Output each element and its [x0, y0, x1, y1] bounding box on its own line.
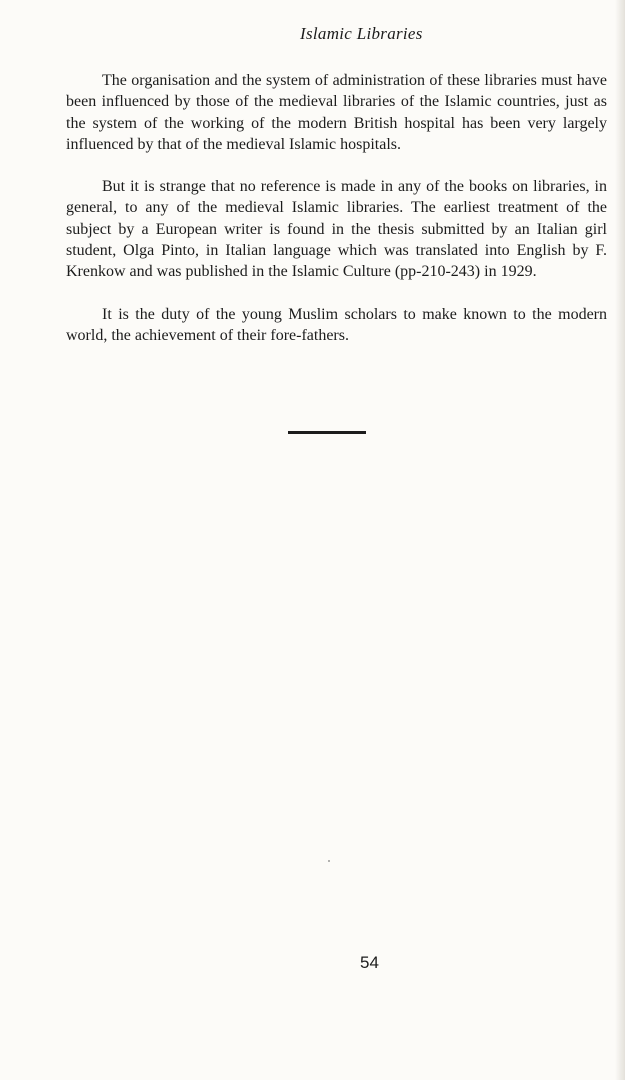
paper-speck	[328, 860, 330, 862]
page-number: 54	[360, 953, 379, 972]
running-header: Islamic Libraries	[300, 24, 423, 43]
paragraph-2: But it is strange that no reference is made in any of the books on libraries, in general, to any of the medieval Islamic libraries. The earliest treatment of the subject by a European writer is found in the thesis submitted by an Italian girl student, Olga Pinto, in Italian language which was translated into English by F. Krenkow and was published in the Islamic Culture (pp-210-243) in 1929.	[66, 178, 607, 281]
paragraph-1: The organisation and the system of administration of these libraries must have been influenced by those of the medieval libraries of the Islamic countries, just as the system of the working of the modern British hospital has been very largely influenced by that of the medieval Islamic hospitals.	[66, 72, 607, 153]
page-edge-shadow	[615, 0, 625, 1080]
body-text	[66, 70, 607, 367]
paragraph-3: It is the duty of the young Muslim scholars to make known to the modern world, the achievement of their fore-fathers.	[66, 305, 607, 344]
section-end-rule	[288, 431, 366, 434]
